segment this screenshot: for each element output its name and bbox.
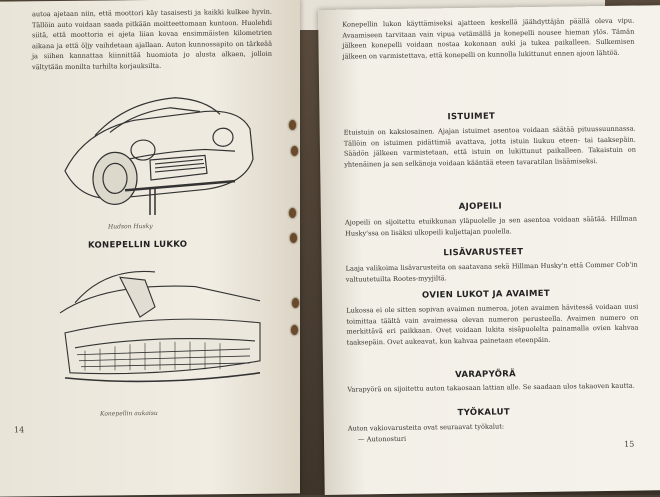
text-ajopeili: Ajopeili on sijoitettu etuikkunan yläpuolelle ja sen asentoa voidaan säätää. Hillman Husky'ssa on lisäksi ulkopeili kuljettajan puolella. [344, 214, 637, 238]
right-intro-paragraph: Konepellin lukon käyttämiseksi ajatteen keskellä jäähdyttäjän päällä oleva vipu. Avaamiseen tarvitaan vain vipua vetämällä ja konepelli nousee hieman ylös. Tämän jälkeen konepelli voidaan nostaa kokonaan auki ja tukea paikalleen. Sulkemisen jälkeen on varmistettava, että konepelli on kunnolla lukittunut ennen ajoon lähtöä. [342, 16, 635, 61]
car-caption: Hudson Husky [108, 222, 153, 231]
car-illustration [55, 89, 260, 221]
heading-tyokalut: TYÖKALUT [457, 407, 510, 419]
hood-caption: Konepellin aukaisu [100, 409, 158, 418]
left-page-number: 14 [14, 425, 25, 435]
heading-ajopeili: AJOPEILI [458, 201, 502, 213]
heading-istuimet: ISTUIMET [447, 111, 496, 123]
hood-lock-illustration [45, 261, 270, 403]
tool-item: — Autonosturi [357, 434, 407, 444]
heading-lisavarusteet: LISÄVARUSTEET [443, 247, 524, 259]
text-istuimet: Etuistuin on kaksiosainen. Ajajan istuimet asentoa voidaan säätää pituussuunnassa. Tällöin on istuimen pidättimiä avattava, jotta istuin liukuu eteen- tai taaksepäin. Säädön jälkeen varmistetaan, että istuin on lukittunut paikalleen. Takaistuin on yhtenäinen ja sen selkänoja voidaan kääntää eteen tavaratilan lisäämiseksi. [343, 124, 637, 169]
right-page-number: 15 [624, 439, 635, 449]
text-varapyora: Varapyörä on sijoitettu auton takaosaan lattian alle. Se saadaan ulos takaoven kautta. [347, 381, 635, 394]
left-page [0, 0, 300, 497]
heading-ovien-lukot: OVIEN LUKOT JA AVAIMET [421, 288, 550, 301]
text-lisavarusteet: Laaja valikoima lisävarusteita on saatavana sekä Hillman Husky'n että Commer Cob'in valtuutetuilta Rootes-myyjiltä. [345, 260, 638, 284]
right-page [318, 5, 660, 495]
left-heading-konepellin-lukko: KONEPELLIN LUKKO [88, 239, 188, 251]
text-ovien-lukot: Lukossa ei ole sitten sopivan avaimen numeroa, joten avaimen hävitessä voidaan uusi toimittaa täältä vain avaimessa olevan numeron perusteella. Avaimen numero on merkittävä eri paikkaan. Ovet voidaan lukita sisäpuolelta painamalla ovien kahvaa taaksepäin. Ovet aukeavat, kun kahvaa painetaan eteenpäin. [346, 302, 639, 347]
left-top-paragraph: autoa ajetaan niin, että moottori käy tasaisesti ja kaikki kulkee hyvin. Tällöin auto voidaan saada pitkään moitteettomaan kuntoon. Huolehdi siitä, että moottoria ei ajeta liian kovaa ensimmäisten kilometrien aikana ja että öljy vaihdetaan ajallaan. Auton kunnossapito on tärkeää ja siihen kannattaa kiinnittää huomiota jo alusta alkaen, jolloin vältytään monilta turhilta korjauksilta. [32, 7, 272, 72]
text-tyokalut: Auton vakiovarusteita ovat seuraavat työkalut: [347, 422, 505, 433]
heading-varapyora: VARAPYÖRÄ [455, 369, 517, 381]
